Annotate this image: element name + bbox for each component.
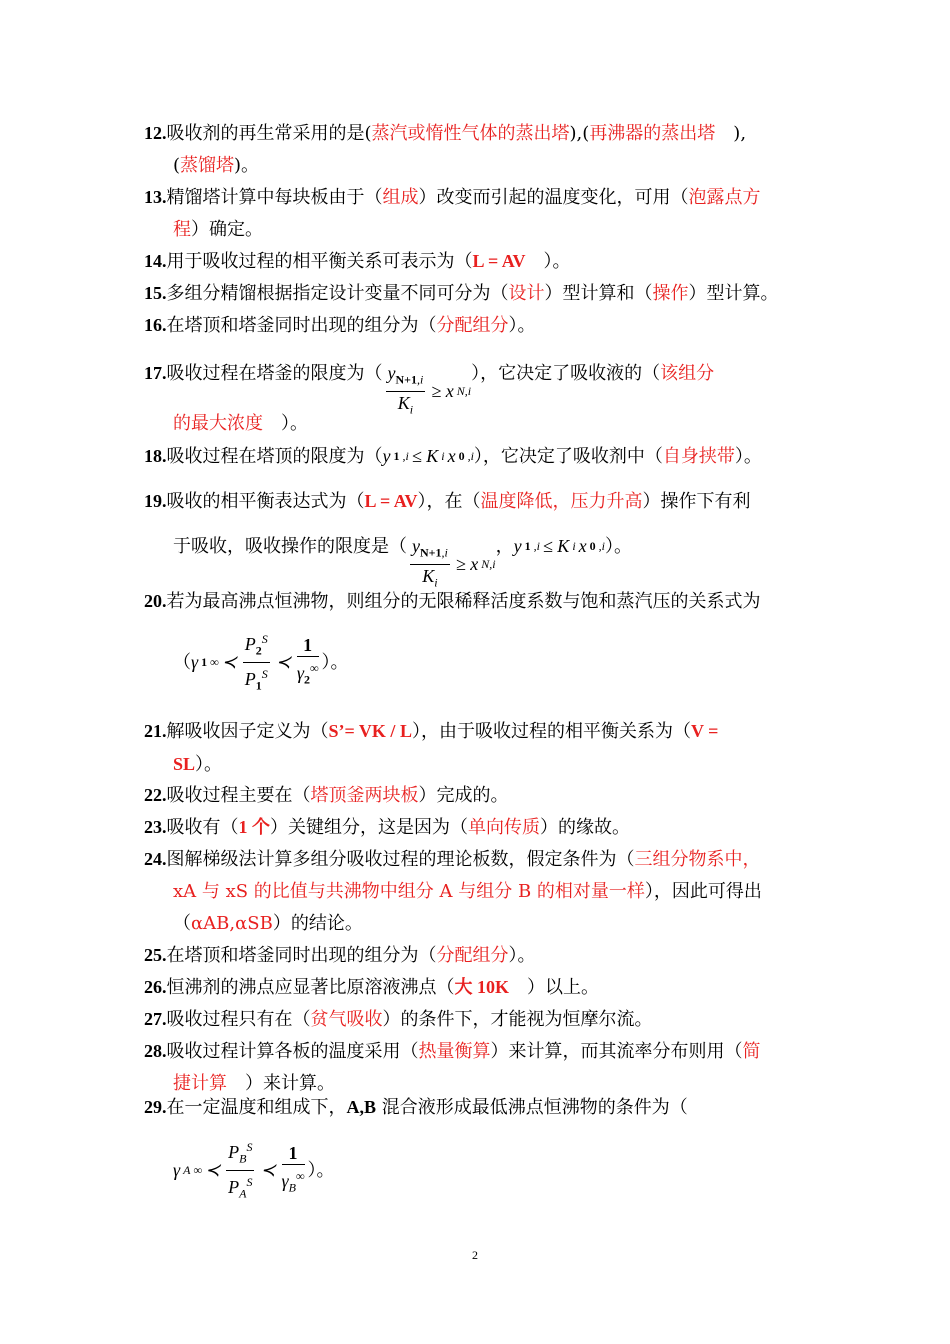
question-19 (144, 485, 814, 518)
q-number: 16. (144, 315, 167, 335)
q-text: 精馏塔计算中每块板由于（ (166, 187, 383, 208)
q-text: 恒沸剂的沸点应显著比原溶液沸点（ (166, 977, 455, 998)
q-text: ）来计算，而其流率分布则用（ (490, 1041, 743, 1062)
q-number: 18. (144, 446, 167, 466)
answer: αAB,αSB (191, 913, 273, 934)
q-text: ）。 (508, 945, 536, 966)
question-26 (144, 971, 814, 1004)
answer: 贫气吸收 (310, 1009, 383, 1030)
q-text: ）来计算。 (227, 1073, 335, 1094)
q-number: 24. (144, 849, 167, 869)
q-text: ），它决定了吸收剂中（ (473, 446, 663, 467)
answer: 捷计算 (173, 1073, 227, 1094)
formula-bottom-limit: $\frac{y_{N+1,i}}{K_i}$ ≥ x N,i (387, 363, 472, 417)
q-text: 用于吸收过程的相平衡关系可表示为（ (166, 251, 473, 272)
q-text: ），它决定了吸收液的（ (471, 363, 661, 384)
q-text: ）的结论。 (272, 913, 363, 934)
q-text: 在一定温度和组成下， (166, 1097, 347, 1118)
q-text: ）的条件下，才能视为恒摩尔流。 (382, 1009, 653, 1030)
q-text: ），由于吸收过程的相平衡关系为（ (411, 721, 691, 742)
question-14 (144, 245, 814, 278)
q-text: ），因此可得出 (644, 881, 762, 902)
answer: 大 10K (454, 977, 510, 997)
question-19-cont (144, 521, 814, 593)
answer: 单向传质 (468, 817, 540, 838)
q-text: ）。 (525, 251, 571, 272)
question-29-formula (144, 1136, 814, 1204)
formula-absorption-limit: $\frac{y_{N+1,i}}{K_i}$ ≥ x N,i (412, 536, 496, 590)
answer: 分配组分 (436, 315, 509, 336)
q-text: ）操作下有利 (642, 491, 751, 512)
q-number: 12. (144, 123, 167, 143)
formula-max-azeotrope: γ 1 ∞ ≺ $\frac{P_2^S}{P_1^S}$ ≺ $\frac{1}{\gamma_2^\infty}$ (191, 628, 322, 696)
answer: 程 (173, 219, 191, 240)
q-number: 13. (144, 187, 167, 207)
q-text: ）确定。 (191, 219, 263, 240)
answer: 设计 (508, 283, 545, 304)
q-number: 28. (144, 1041, 167, 1061)
formula-min-azeotrope: γ A ∞ ≺ $\frac{P_B^S}{P_A^S}$ ≺ $\frac{1}{\gamma_B^\infty}$ (173, 1136, 308, 1204)
question-17-cont (144, 408, 814, 440)
q-text: 混合液形成最低沸点恒沸物的条件为（ (376, 1097, 688, 1118)
q-text: ， (495, 536, 514, 557)
q-text: ( (173, 155, 181, 176)
answer: L = AV (472, 251, 526, 271)
answer: 简 (742, 1041, 761, 1062)
q-text: ）型计算。 (688, 283, 779, 304)
answer: L = AV (364, 491, 418, 511)
q-number: 26. (144, 977, 167, 997)
q-number: 25. (144, 945, 167, 965)
q-text-bold: A,B (346, 1097, 377, 1117)
q-text: ），在（ (417, 491, 481, 512)
question-20 (144, 585, 814, 618)
answer: 自身挟带 (662, 446, 735, 467)
q-text: ）。 (508, 315, 536, 336)
answer: 分配组分 (436, 945, 509, 966)
q-text: ）。 (195, 754, 223, 775)
q-text: 若为最高沸点恒沸物，则组分的无限稀释活度系数与饱和蒸汽压的关系式为 (166, 591, 761, 612)
question-23 (144, 811, 814, 844)
question-22 (144, 779, 814, 812)
q-number: 19. (144, 491, 167, 511)
q-text: 吸收过程计算各板的温度采用（ (166, 1041, 419, 1062)
answer: V = (690, 721, 719, 741)
q-number: 29. (144, 1097, 167, 1117)
answer: 泡露点方 (688, 187, 761, 208)
question-29 (144, 1091, 814, 1124)
q-number: 23. (144, 817, 167, 837)
question-18 (144, 440, 814, 473)
q-number: 15. (144, 283, 167, 303)
q-number: 27. (144, 1009, 167, 1029)
formula-top-limit: y 1 ,i ≤ K i x 0 ,i (513, 536, 605, 556)
q-number: 20. (144, 591, 167, 611)
q-text: ）以上。 (509, 977, 600, 998)
q-text: ）。 (605, 536, 632, 557)
q-text: 吸收过程只有在（ (166, 1009, 311, 1030)
q-text: （ (173, 913, 191, 934)
answer: S’= VK / L (328, 721, 412, 741)
q-text: 于吸收，吸收操作的限度是（ (173, 536, 407, 557)
q-text: )。 (234, 155, 260, 176)
q-text: 图解梯级法计算多组分吸收过程的理论板数，假定条件为（ (166, 849, 635, 870)
q-number: 21. (144, 721, 167, 741)
q-text: ),( (569, 123, 590, 144)
q-number: 22. (144, 785, 167, 805)
q-text: 吸收的相平衡表达式为（ (166, 491, 365, 512)
answer: 塔顶釜两块板 (310, 785, 419, 806)
q-text: ）。 (734, 446, 762, 467)
q-text: 在塔顶和塔釜同时出现的组分为（ (166, 315, 437, 336)
q-text: ), (715, 123, 747, 144)
answer: 组成 (382, 187, 419, 208)
question-15 (144, 277, 814, 310)
q-text: ）改变而引起的温度变化，可用（ (418, 187, 689, 208)
page-number: 2 (472, 1248, 478, 1262)
question-24 (144, 843, 814, 940)
q-text: 吸收过程在塔顶的限度为（ (166, 446, 383, 467)
answer: 该组分 (660, 363, 715, 384)
q-text: 在塔顶和塔釜同时出现的组分为（ (166, 945, 437, 966)
answer: 三组分物系中， (634, 849, 761, 870)
q-number: 14. (144, 251, 167, 271)
question-16 (144, 309, 814, 342)
question-27 (144, 1003, 814, 1036)
question-13 (144, 181, 814, 246)
question-12 (144, 117, 814, 182)
q-text: 吸收剂的再生常采用的是( (166, 123, 372, 144)
answer: 温度降低，压力升高 (480, 491, 643, 512)
answer: 热量衡算 (418, 1041, 491, 1062)
formula-top-limit: y 1 ,i ≤ K i x 0 ,i (382, 446, 474, 466)
answer: 蒸馏塔 (180, 155, 235, 176)
q-text: 吸收有（ (166, 817, 239, 838)
q-text: ）。 (307, 1160, 335, 1182)
question-21 (144, 715, 814, 781)
answer: 操作 (652, 283, 689, 304)
answer: xA 与 xS 的比值与共沸物中组分 A 与组分 B 的相对量一样 (173, 881, 645, 902)
q-text: ）型计算和（ (544, 283, 653, 304)
question-25 (144, 939, 814, 972)
q-text: （ (173, 652, 191, 674)
question-20-formula (144, 628, 814, 696)
answer: 1 个 (238, 817, 270, 837)
q-text: 吸收过程主要在（ (166, 785, 311, 806)
q-text: 吸收过程在塔釜的限度为（ (166, 363, 383, 384)
q-text: 解吸收因子定义为（ (166, 721, 329, 742)
q-text: ）。 (263, 413, 308, 434)
q-text: ）关键组分，这是因为（ (270, 817, 468, 838)
q-text: 多组分精馏根据指定设计变量不同可分为（ (166, 283, 509, 304)
answer: 再沸器的蒸出塔 (589, 123, 716, 144)
answer: 的最大浓度 (173, 413, 263, 434)
q-text: ）的缘故。 (540, 817, 630, 838)
q-number: 17. (144, 363, 167, 383)
answer: SL (173, 754, 196, 774)
answer: 蒸汽或惰性气体的蒸出塔 (371, 123, 570, 144)
q-text: ）。 (321, 652, 349, 674)
q-text: ）完成的。 (418, 785, 509, 806)
